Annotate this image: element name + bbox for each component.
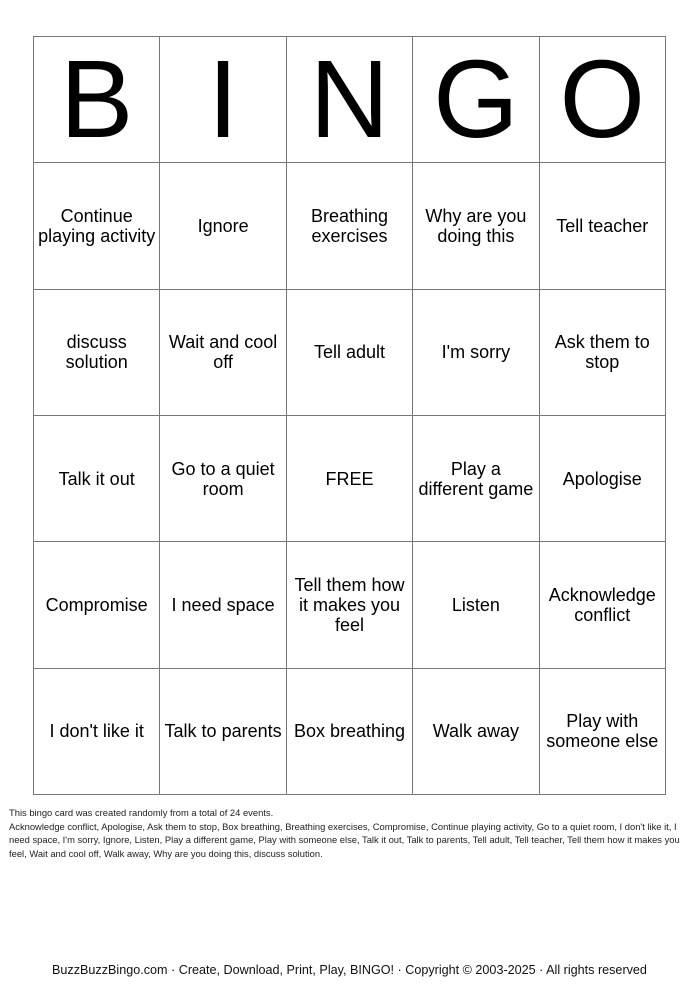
bingo-cell: I don't like it [34,668,160,794]
bingo-cell: I need space [160,542,286,668]
free-space-cell: FREE [286,415,412,541]
bingo-cell: Breathing exercises [286,163,412,289]
bingo-cell: Go to a quiet room [160,415,286,541]
bingo-cell: Ask them to stop [539,289,665,415]
bingo-cell: Why are you doing this [413,163,539,289]
bingo-cell: Compromise [34,542,160,668]
footer-copyright: BuzzBuzzBingo.com · Create, Download, Print, Play, BINGO! · Copyright © 2003-2025 · All rights reserved [52,963,647,977]
card-info [9,806,689,860]
card-row [34,668,666,794]
card-row [34,289,666,415]
header-letter-o: O [539,37,665,163]
header-letter-g: G [413,37,539,163]
bingo-cell: Play a different game [413,415,539,541]
bingo-cell: Listen [413,542,539,668]
bingo-cell: Acknowledge conflict [539,542,665,668]
info-event-list: Acknowledge conflict, Apologise, Ask them to stop, Box breathing, Breathing exercises, Compromise, Continue playing activity, Go to a quiet room, I don't like it, I need space, I'm sorry, Ignore, Listen, Play a different game, Play with someone else, Talk it out, Talk to parents, Tell adult, Tell teacher, Tell them how it makes you feel, Wait and cool off, Walk away, Why are you doing this, discuss solution. [9,820,680,859]
header-letter-i: I [160,37,286,163]
bingo-cell: Talk it out [34,415,160,541]
bingo-cell: Tell teacher [539,163,665,289]
header-row [34,37,666,163]
bingo-cell: discuss solution [34,289,160,415]
bingo-cell: Play with someone else [539,668,665,794]
card-row [34,542,666,668]
header-letter-b: B [34,37,160,163]
bingo-cell: Ignore [160,163,286,289]
bingo-cell: Tell adult [286,289,412,415]
bingo-cell: Wait and cool off [160,289,286,415]
bingo-cell: Tell them how it makes you feel [286,542,412,668]
header-letter-n: N [286,37,412,163]
bingo-cell: Walk away [413,668,539,794]
card-row [34,415,666,541]
bingo-card [33,36,666,795]
bingo-cell: Continue playing activity [34,163,160,289]
bingo-cell: Apologise [539,415,665,541]
bingo-cell: Box breathing [286,668,412,794]
bingo-cell: Talk to parents [160,668,286,794]
card-row [34,163,666,289]
bingo-cell: I'm sorry [413,289,539,415]
info-summary: This bingo card was created randomly from a total of 24 events. [9,807,274,818]
